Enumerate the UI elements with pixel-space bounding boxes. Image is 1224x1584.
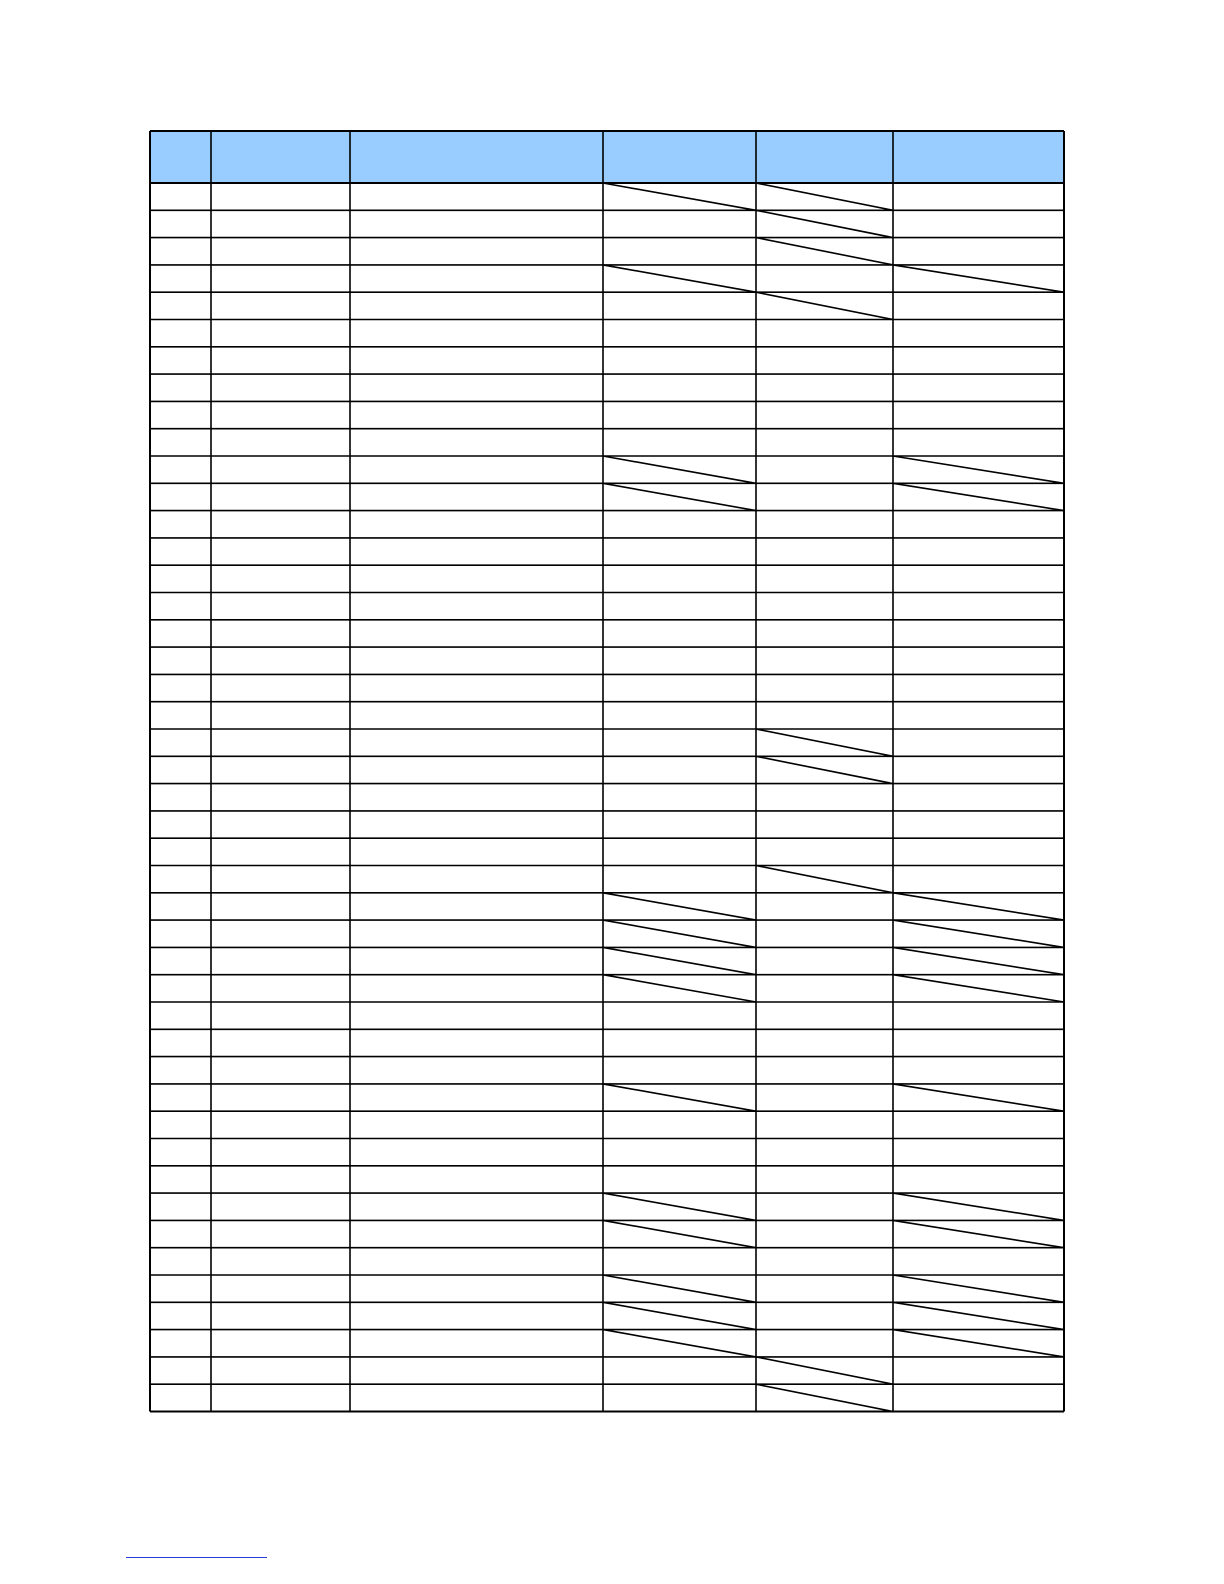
na-cell-strike: [603, 1084, 756, 1111]
na-cell-strike: [756, 238, 893, 265]
na-cell-strike: [603, 183, 756, 210]
na-cell-strike: [893, 483, 1064, 510]
na-cell-strike: [603, 1275, 756, 1302]
na-cell-strike: [756, 866, 893, 893]
na-cell-strike: [893, 265, 1064, 292]
na-cell-strike: [756, 1357, 893, 1384]
table-header: [150, 131, 1064, 183]
na-cell-strike: [603, 893, 756, 920]
na-cell-strike: [756, 292, 893, 319]
na-cell-strike: [893, 456, 1064, 483]
na-cell-strike: [893, 975, 1064, 1002]
na-cell-strike: [893, 1275, 1064, 1302]
footer-rule: [126, 1557, 267, 1558]
na-cell-strike: [603, 947, 756, 974]
na-cell-strike: [893, 1084, 1064, 1111]
na-cell-strike: [756, 1384, 893, 1411]
na-cell-strike: [893, 1302, 1064, 1329]
na-cell-strike: [893, 893, 1064, 920]
na-cell-strike: [603, 1220, 756, 1247]
na-cell-strike: [756, 756, 893, 783]
na-cell-strike: [893, 947, 1064, 974]
na-cell-strike: [603, 1193, 756, 1220]
na-cell-strike: [893, 1193, 1064, 1220]
na-cell-strike: [603, 1330, 756, 1357]
na-cell-strike: [893, 1220, 1064, 1247]
na-cell-strike: [603, 483, 756, 510]
na-cell-strike: [603, 265, 756, 292]
na-cell-strike: [603, 456, 756, 483]
na-cell-strike: [756, 210, 893, 237]
na-cell-strike: [893, 920, 1064, 947]
na-cell-strike: [756, 183, 893, 210]
na-cell-strike: [603, 975, 756, 1002]
na-cell-strike: [603, 920, 756, 947]
na-cell-strike: [756, 729, 893, 756]
na-cell-strike: [893, 1330, 1064, 1357]
na-cell-strike: [603, 1302, 756, 1329]
